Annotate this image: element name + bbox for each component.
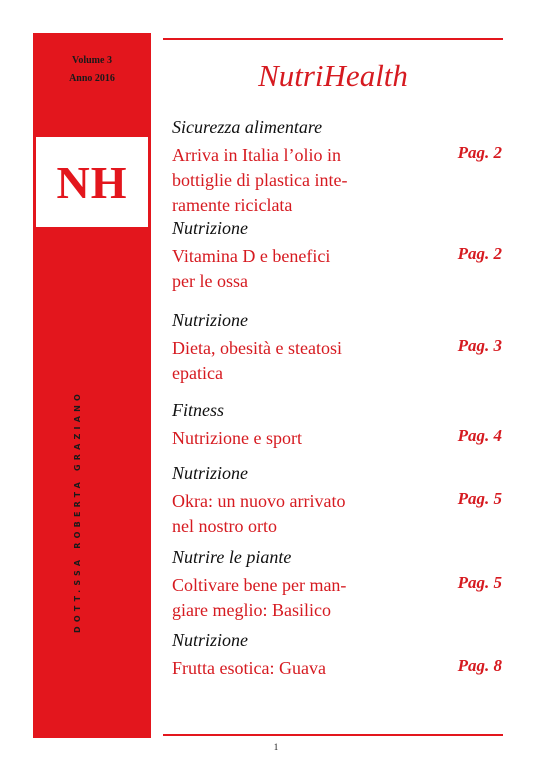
toc-headline-line: ramente riciclata xyxy=(172,195,293,215)
toc-row xyxy=(172,573,504,623)
toc-headline[interactable] xyxy=(172,426,402,451)
toc-category: Fitness xyxy=(172,400,224,420)
toc-category: Nutrizione xyxy=(172,630,249,650)
toc-row xyxy=(172,489,504,539)
toc-category: Nutrizione xyxy=(172,310,249,330)
toc-headline[interactable] xyxy=(172,489,402,539)
toc-headline-line: nel nostro orto xyxy=(172,516,277,536)
toc-row xyxy=(172,244,504,294)
toc-entry xyxy=(172,462,504,539)
toc-headline-line: Arriva in Italia l’olio in xyxy=(172,145,341,165)
page-number: 1 xyxy=(273,742,279,752)
toc-headline[interactable] xyxy=(172,336,402,386)
toc-headline[interactable] xyxy=(172,143,402,218)
toc-row xyxy=(172,656,504,681)
toc-category: Nutrizione xyxy=(172,218,249,238)
toc-entry xyxy=(172,399,504,451)
volume-label: Volume 3 xyxy=(72,55,112,66)
toc-entry xyxy=(172,116,504,218)
toc-row xyxy=(172,336,504,386)
toc-headline-line: bottiglie di plastica inte- xyxy=(172,170,348,190)
toc-page-ref: Pag. 2 xyxy=(457,244,502,263)
toc-row xyxy=(172,426,504,451)
top-divider xyxy=(163,38,503,40)
toc-headline-line: giare meglio: Basilico xyxy=(172,600,331,620)
toc-headline-line: epatica xyxy=(172,363,223,383)
toc-entry xyxy=(172,629,504,681)
toc-page-ref: Pag. 4 xyxy=(457,426,502,445)
toc-page-ref: Pag. 3 xyxy=(457,336,502,355)
logo-box xyxy=(36,137,148,227)
toc-headline-line: Vitamina D e benefici xyxy=(172,246,331,266)
toc-category: Nutrizione xyxy=(172,463,249,483)
toc-headline-line: Nutrizione e sport xyxy=(172,428,302,448)
toc-page-ref: Pag. 8 xyxy=(457,656,502,675)
toc-headline-line: Okra: un nuovo arrivato xyxy=(172,491,346,511)
toc-category: Sicurezza alimentare xyxy=(172,117,323,137)
year-label: Anno 2016 xyxy=(69,73,115,84)
bottom-divider xyxy=(163,734,503,736)
toc-headline[interactable] xyxy=(172,656,402,681)
author-vertical-text: DOTT.SSA ROBERTA GRAZIANO xyxy=(73,389,82,633)
masthead-title: NutriHealth xyxy=(258,58,408,93)
toc-headline[interactable] xyxy=(172,244,402,294)
toc-headline-line: per le ossa xyxy=(172,271,248,291)
toc-headline-line: Dieta, obesità e steatosi xyxy=(172,338,342,358)
toc-entry xyxy=(172,217,504,294)
toc-page-ref: Pag. 5 xyxy=(457,489,502,508)
toc-category: Nutrire le piante xyxy=(172,547,292,567)
toc-page-ref: Pag. 5 xyxy=(457,573,502,592)
toc-entry xyxy=(172,309,504,386)
toc-headline[interactable] xyxy=(172,573,402,623)
toc-headline-line: Frutta esotica: Guava xyxy=(172,658,326,678)
toc-entry xyxy=(172,546,504,623)
sidebar-band xyxy=(33,33,151,738)
toc-row xyxy=(172,143,504,218)
logo-text: NH xyxy=(56,156,128,208)
toc-page-ref: Pag. 2 xyxy=(457,143,502,162)
toc-headline-line: Coltivare bene per man- xyxy=(172,575,347,595)
